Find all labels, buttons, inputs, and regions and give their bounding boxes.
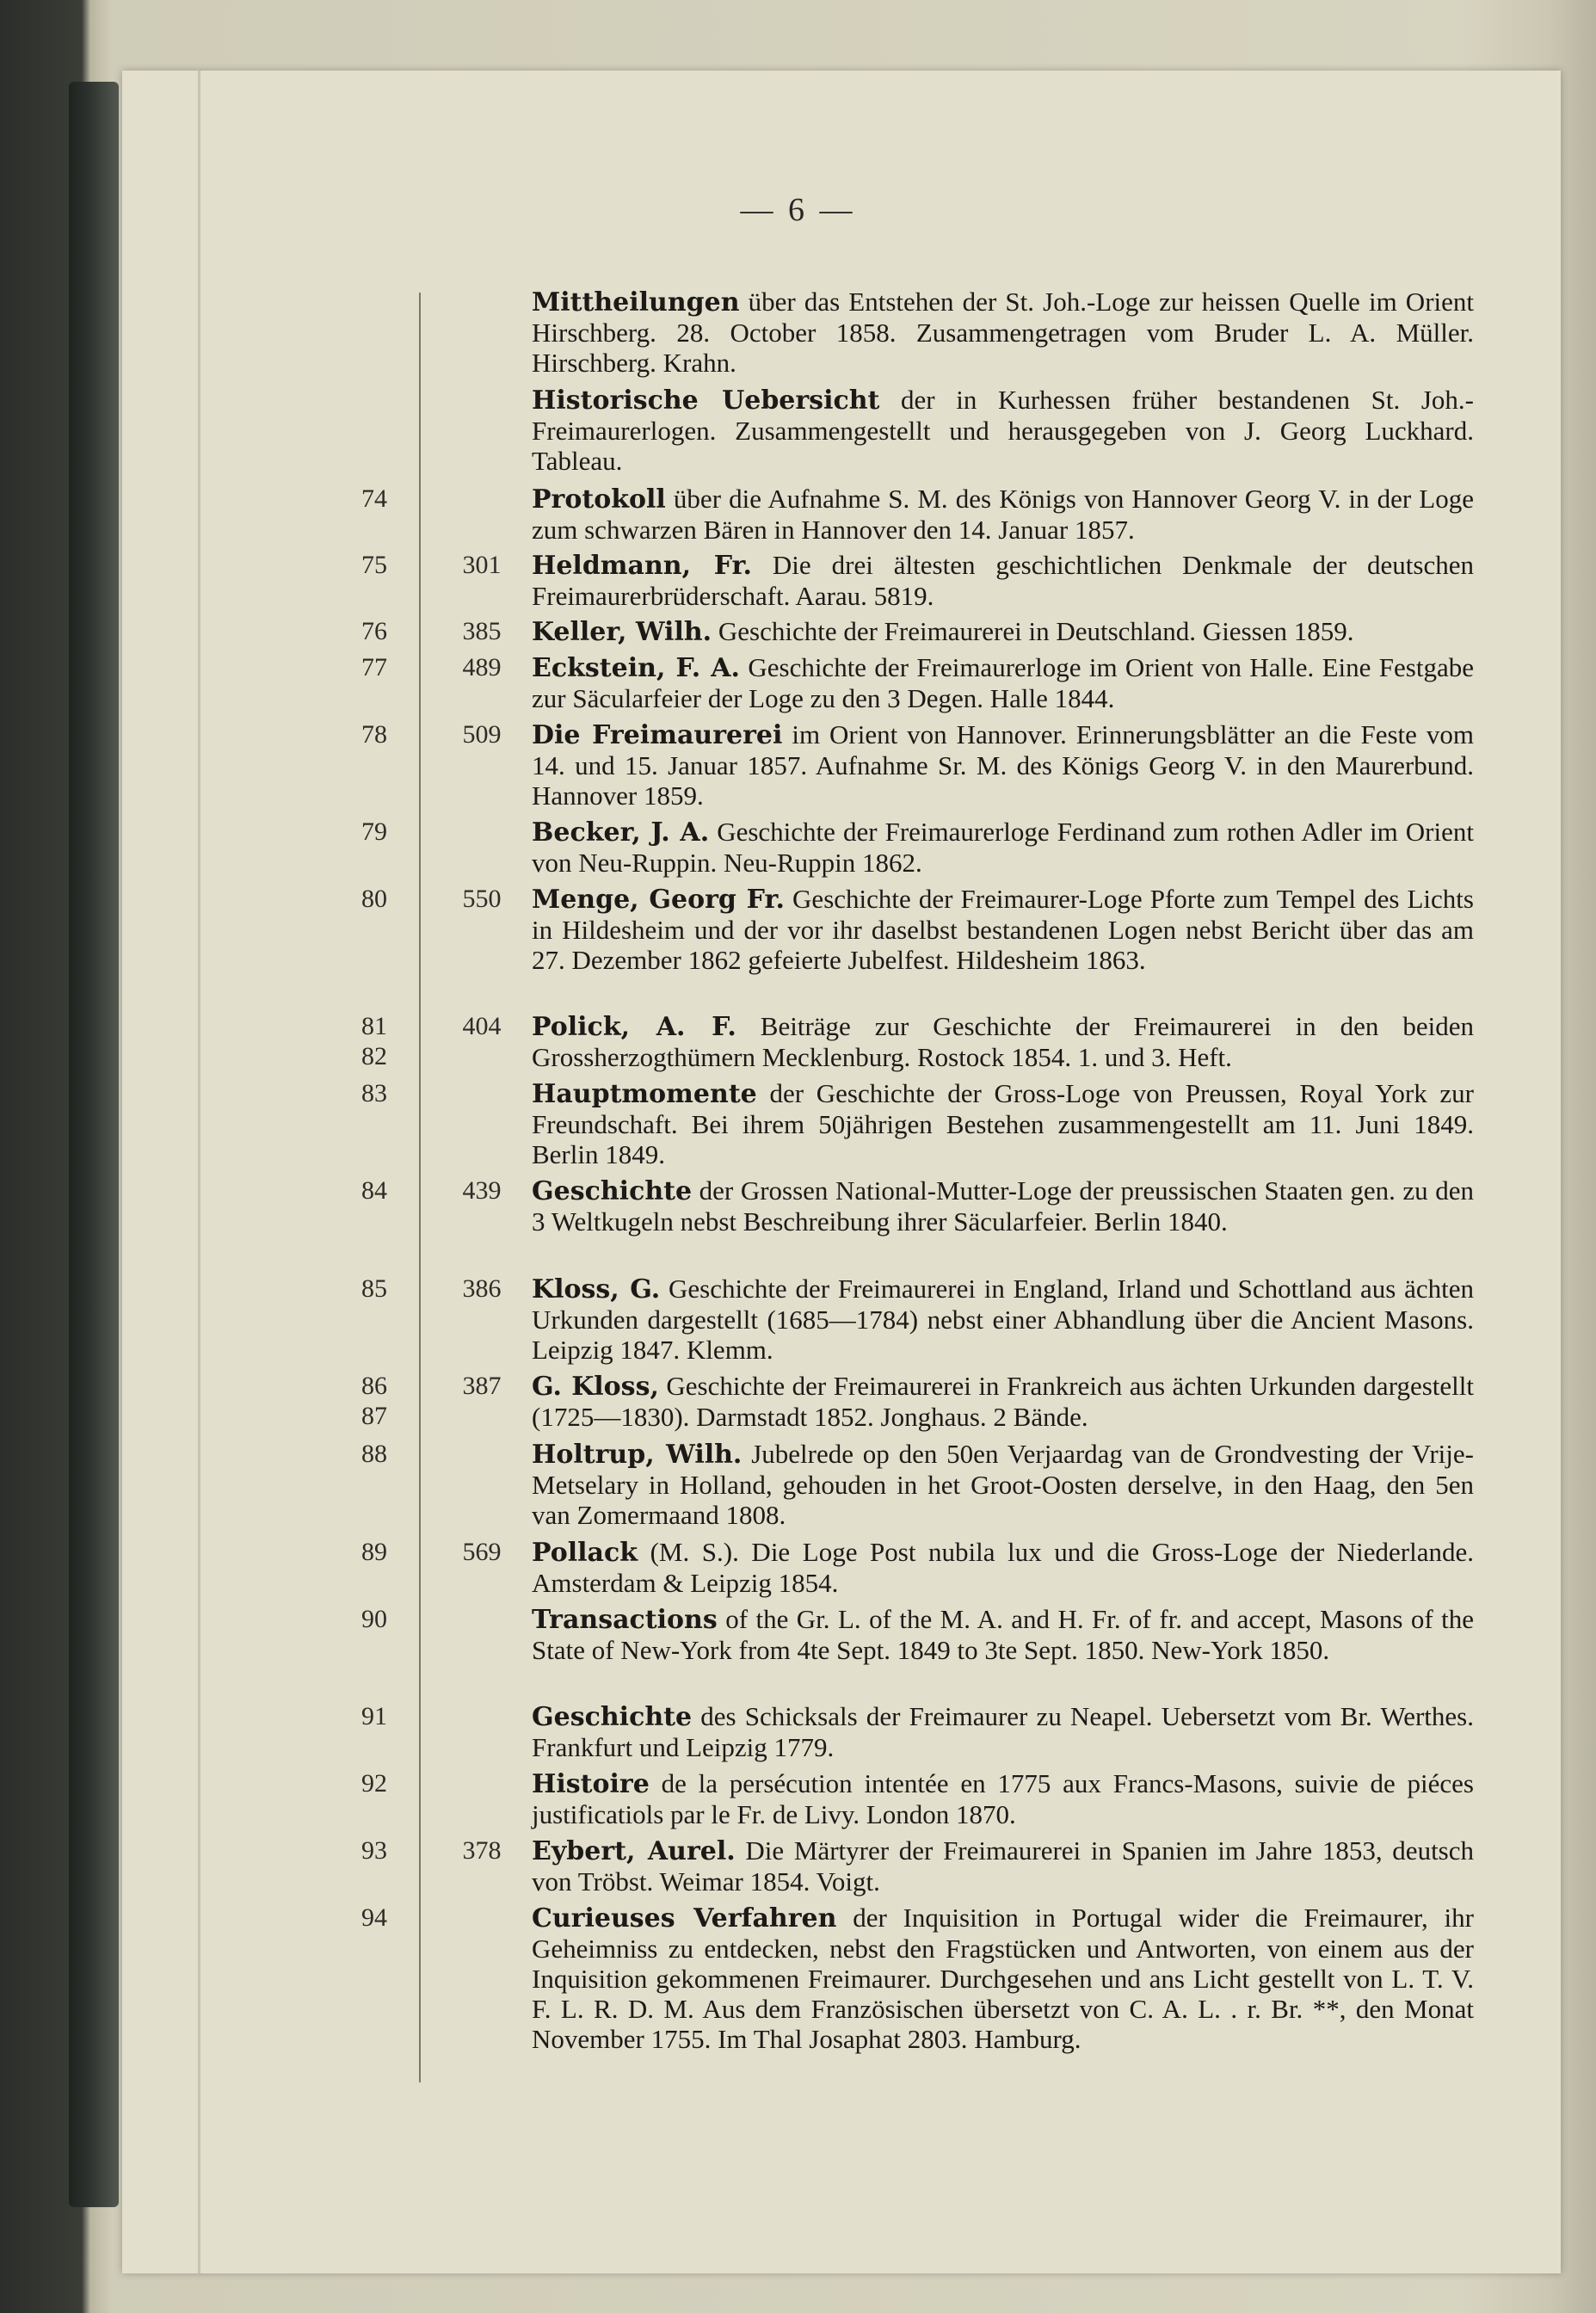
entry-lead-term: Menge, Georg Fr. — [532, 885, 785, 915]
entry-text — [532, 1371, 1474, 1432]
entry-text — [532, 719, 1474, 811]
entry-number: 84 — [361, 1176, 387, 1205]
entry-text — [532, 817, 1474, 878]
entry-number: 85 — [361, 1274, 387, 1303]
entry-number: 86 87 — [361, 1372, 387, 1430]
entry-text — [532, 287, 1474, 378]
catalog-number: 489 — [462, 653, 502, 682]
entry-description: Geschichte der Freimaurerei in England, Irland und Schottland aus ächten Urkunden dargestellt (1685—1784) nebst einer Abhandlung über die Ancient Masons. Leipzig 1847. Klemm. — [532, 1274, 1474, 1365]
entry-text — [532, 1078, 1474, 1169]
entry-lead-term: Mittheilungen — [532, 287, 740, 318]
entry-text — [532, 550, 1474, 611]
entry-description: der in Kurhessen früher bestandenen St. Joh.-Freimaurerlogen. Zusammengestellt und herausgegeben von J. Georg Luckhard. Tableau. — [532, 385, 1474, 476]
entry-number: 76 — [361, 617, 387, 645]
catalog-number: 509 — [462, 720, 502, 749]
entry-lead-term: G. Kloss, — [532, 1372, 659, 1402]
entry-lead-term: Historische Uebersicht — [532, 386, 880, 416]
entry-text — [532, 1274, 1474, 1365]
entry-text — [532, 1903, 1474, 2054]
page-header: — 6 — — [740, 192, 856, 228]
entry-lead-term: Heldmann, Fr. — [532, 551, 752, 581]
catalog-number: 385 — [462, 617, 502, 645]
entry-text — [532, 616, 1474, 647]
entry-description: der Grossen National-Mutter-Loge der preussischen Staaten gen. zu den 3 Weltkugeln nebst Beschreibung ihrer Säcularfeier. Berlin 1840. — [532, 1175, 1474, 1237]
entry-lead-term: Eybert, Aurel. — [532, 1836, 736, 1866]
entry-description: der Geschichte der Gross-Loge von Preussen, Royal York zur Freundschaft. Bei ihrem 50jährigen Bestehen zusammengestellt am 11. Juni 1849. Berlin 1849. — [532, 1078, 1474, 1169]
entry-lead-term: Hauptmomente — [532, 1079, 757, 1109]
entry-number: 90 — [361, 1605, 387, 1633]
entry-description: Geschichte der Freimaurerloge im Orient von Halle. Eine Festgabe zur Säcularfeier der Loge zu den 3 Degen. Halle 1844. — [532, 652, 1474, 713]
catalog-number: 386 — [462, 1274, 502, 1303]
entry-number: 77 — [361, 653, 387, 682]
catalog-number: 439 — [462, 1176, 502, 1205]
entry-description: über das Entstehen der St. Joh.-Loge zur heissen Quelle im Orient Hirschberg. 28. October 1858. Zusammengetragen vom Bruder L. A. Müller. Hirschberg. Krahn. — [532, 287, 1474, 378]
entry-number: 80 — [361, 885, 387, 913]
entry-text — [532, 484, 1474, 545]
entry-text — [532, 1011, 1474, 1072]
entry-description: des Schicksals der Freimaurer zu Neapel. Uebersetzt vom Br. Werthes. Frankfurt und Leipzig 1779. — [532, 1701, 1474, 1762]
entry-number: 93 — [361, 1836, 387, 1865]
entry-number: 94 — [361, 1903, 387, 1932]
entry-lead-term: Keller, Wilh. — [532, 617, 712, 647]
entry-description: Geschichte der Freimaurerloge Ferdinand zum rothen Adler im Orient von Neu-Ruppin. Neu-Ruppin 1862. — [532, 817, 1474, 878]
entry-number: 91 — [361, 1702, 387, 1730]
entry-description: über die Aufnahme S. M. des Königs von Hannover Georg V. in der Loge zum schwarzen Bären in Hannover den 14. Januar 1857. — [532, 484, 1474, 545]
catalog-number: 404 — [462, 1012, 502, 1040]
entry-description: of the Gr. L. of the M. A. and H. Fr. of fr. and accept, Masons of the State of New-York from 4te Sept. 1849 to 3te Sept. 1850. New-York 1850. — [532, 1604, 1474, 1665]
entry-text — [532, 1835, 1474, 1897]
entry-number: 78 — [361, 720, 387, 749]
entry-number: 75 — [361, 551, 387, 579]
entry-lead-term: Histoire — [532, 1769, 650, 1799]
entry-lead-term: Polick, A. F. — [532, 1012, 736, 1042]
entry-description: der Inquisition in Portugal wider die Freimaurer, ihr Geheimniss zu entdecken, nebst den Fragstücken und Antworten, von einem aus der Inquisition gekommenen Freimaurer. Durchgesehen und ans Licht gestellt von L. T. V. F. L. R. D. M. Aus dem Französischen übersetzt von C. A. L. . r. Br. **, den Monat November 1755. Im Thal Josaphat 2803. Hamburg. — [532, 1903, 1474, 2054]
entry-text — [532, 1439, 1474, 1530]
entry-lead-term: Becker, J. A. — [532, 817, 710, 848]
catalog-number: 378 — [462, 1836, 502, 1865]
entry-number: 88 — [361, 1440, 387, 1468]
entry-description: Beiträge zur Geschichte der Freimaurerei in den beiden Grossherzogthümern Mecklenburg. Rostock 1854. 1. und 3. Heft. — [532, 1011, 1474, 1072]
entry-description: Geschichte der Freimaurerei in Frankreich aus ächten Urkunden dargestellt (1725—1830). Darmstadt 1852. Jonghaus. 2 Bände. — [532, 1371, 1474, 1432]
entry-lead-term: Protokoll — [532, 484, 666, 515]
entry-lead-term: Geschichte — [532, 1702, 693, 1732]
entry-number: 83 — [361, 1079, 387, 1107]
catalog-number: 301 — [462, 551, 502, 579]
entry-number: 79 — [361, 817, 387, 846]
catalog-number: 569 — [462, 1538, 502, 1566]
entry-description: im Orient von Hannover. Erinnerungsblätter an die Feste vom 14. und 15. Januar 1857. Aufnahme Sr. M. des Königs Georg V. in den Maurerbund. Hannover 1859. — [532, 719, 1474, 811]
entry-description: Die Märtyrer der Freimaurerei in Spanien im Jahre 1853, deutsch von Tröbst. Weimar 1854. Voigt. — [532, 1835, 1475, 1897]
entry-lead-term: Curieuses Verfahren — [532, 1903, 837, 1934]
entry-number: 92 — [361, 1769, 387, 1798]
entry-text — [532, 884, 1474, 975]
entry-text — [532, 1537, 1474, 1598]
entry-number: 74 — [361, 484, 387, 513]
entry-lead-term: Die Freimaurerei — [532, 720, 783, 750]
entry-lead-term: Pollack — [532, 1538, 638, 1568]
entry-description: Die drei ältesten geschichtlichen Denkmale der deutschen Freimaurerbrüderschaft. Aarau. 5819. — [532, 550, 1475, 611]
entry-description: de la persécution intentée en 1775 aux Francs-Masons, suivie de piéces justificatiols par le Fr. de Livy. London 1870. — [532, 1768, 1474, 1829]
entry-description: Jubelrede op den 50en Verjaardag van de Grondvesting der Vrije-Metselary in Holland, gehouden in het Groot-Oosten derselve, in den Haag, den 5en van Zomermaand 1808. — [532, 1439, 1474, 1530]
entry-text — [532, 1701, 1474, 1762]
entry-number: 81 82 — [361, 1012, 387, 1070]
entry-text — [532, 385, 1474, 476]
entry-description: (M. S.). Die Loge Post nubila lux und die Gross-Loge der Niederlande. Amsterdam & Leipzig 1854. — [532, 1537, 1474, 1598]
entry-text — [532, 1604, 1474, 1665]
entry-text — [532, 1768, 1474, 1829]
entry-text — [532, 652, 1474, 713]
entry-lead-term: Geschichte — [532, 1176, 693, 1206]
entry-lead-term: Eckstein, F. A. — [532, 653, 740, 683]
entry-text — [532, 1175, 1474, 1237]
entry-description: Geschichte der Freimaurerei in Deutschland. Giessen 1859. — [712, 616, 1354, 646]
entry-description: Geschichte der Freimaurer-Loge Pforte zum Tempel des Lichts in Hildesheim und der vor ihr daselbst bestandenen Logen nebst Bericht über das am 27. Dezember 1862 gefeierte Jubelfest. Hildesheim 1863. — [532, 884, 1474, 975]
entry-number: 89 — [361, 1538, 387, 1566]
catalog-number: 387 — [462, 1372, 502, 1400]
entry-lead-term: Kloss, G. — [532, 1274, 661, 1305]
entry-lead-term: Transactions — [532, 1605, 718, 1635]
catalog-number: 550 — [462, 885, 502, 913]
entry-lead-term: Holtrup, Wilh. — [532, 1440, 743, 1470]
